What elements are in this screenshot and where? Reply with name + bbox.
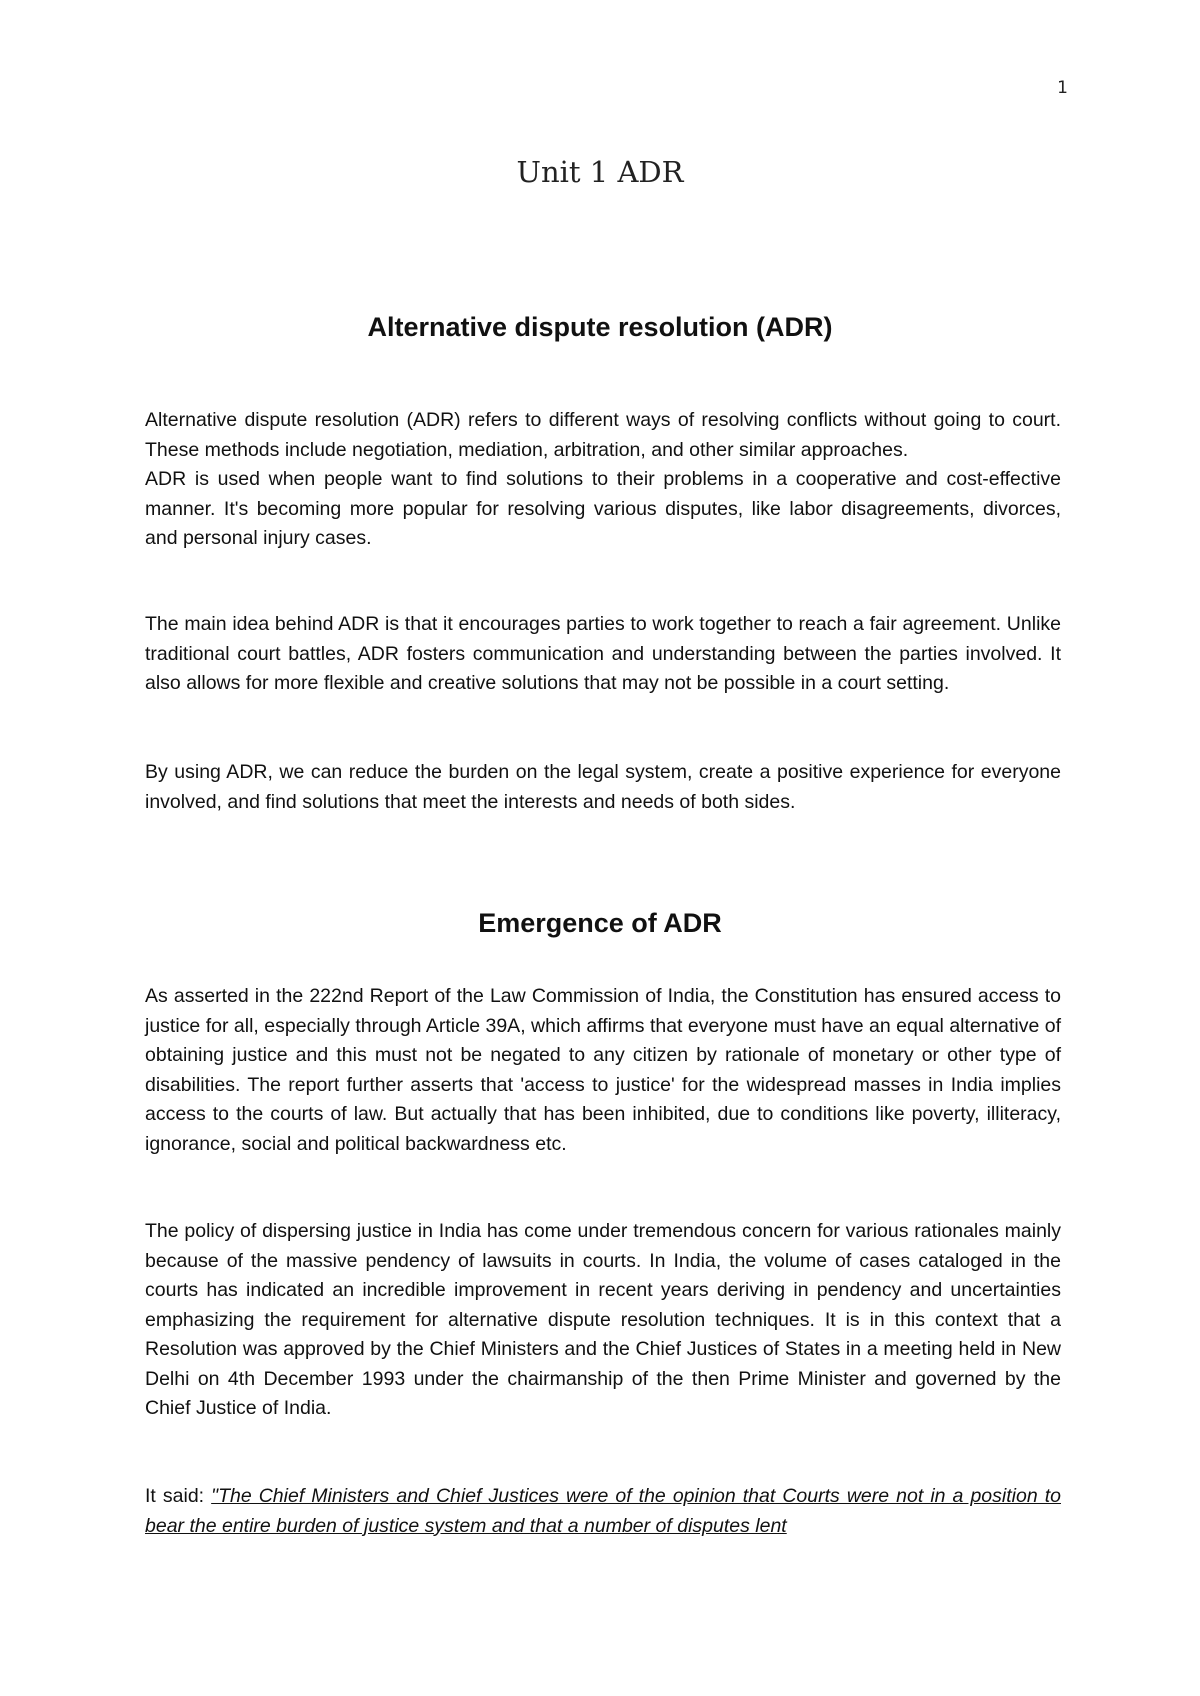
paragraph: The main idea behind ADR is that it encourages parties to work together to reach a fair agreement. Unlike traditional court battles, ADR fosters communication and understanding between the parties involved. It also allows for more flexible and creative solutions that may not be possible in a court setting. bbox=[145, 613, 1061, 694]
paragraph: The policy of dispersing justice in India has come under tremendous concern for various rationales mainly because of the massive pendency of lawsuits in courts. In India, the volume of cases cataloged in the courts has indicated an incredible improvement in recent years deriving in pendency and uncertainties emphasizing the requirement for alternative dispute resolution techniques. It is in this context that a Resolution was approved by the Chief Ministers and the Chief Justices of States in a meeting held in New Delhi on 4th December 1993 under the chairmanship of the then Prime Minister and governed by the Chief Justice of India. bbox=[145, 1220, 1061, 1419]
paragraph: ADR is used when people want to find solutions to their problems in a cooperative and cost-effective manner. It's becoming more popular for resolving various disputes, like labor disagreements, divorces, and personal injury cases. bbox=[145, 468, 1061, 549]
quote-lead: It said: bbox=[145, 1485, 212, 1507]
quote-text: "The Chief Ministers and Chief Justices were of the opinion that Courts were not in a position to bear the entire burden of justice system and that a number of disputes lent bbox=[145, 1485, 1061, 1537]
section-heading-adr: Alternative dispute resolution (ADR) bbox=[367, 312, 833, 342]
page-number: 1 bbox=[1057, 78, 1068, 98]
section-heading-emergence: Emergence of ADR bbox=[478, 908, 722, 938]
paragraph: As asserted in the 222nd Report of the Law Commission of India, the Constitution has ensured access to justice for all, especially through Article 39A, which affirms that everyone must have an equal alternative of obtaining justice and this must not be negated to any citizen by rationale of monetary or other type of disabilities. The report further asserts that 'access to justice' for the widespread masses in India implies access to the courts of law. But actually that has been inhibited, due to conditions like poverty, illiteracy, ignorance, social and political backwardness etc. bbox=[145, 985, 1061, 1155]
section-adr-body bbox=[145, 406, 1061, 554]
section-emergence-body bbox=[145, 982, 1061, 1159]
section-adr-body-3 bbox=[145, 758, 1061, 817]
section-emergence-body-2 bbox=[145, 1217, 1061, 1424]
paragraph: By using ADR, we can reduce the burden on the legal system, create a positive experience for everyone involved, and find solutions that meet the interests and needs of both sides. bbox=[145, 761, 1061, 813]
paragraph bbox=[145, 1482, 1061, 1541]
quote-paragraph bbox=[145, 1482, 1061, 1541]
section-adr-body-2 bbox=[145, 610, 1061, 699]
document-title: Unit 1 ADR bbox=[516, 155, 684, 189]
paragraph: Alternative dispute resolution (ADR) refers to different ways of resolving conflicts without going to court. These methods include negotiation, mediation, arbitration, and other similar approaches. bbox=[145, 409, 1061, 461]
